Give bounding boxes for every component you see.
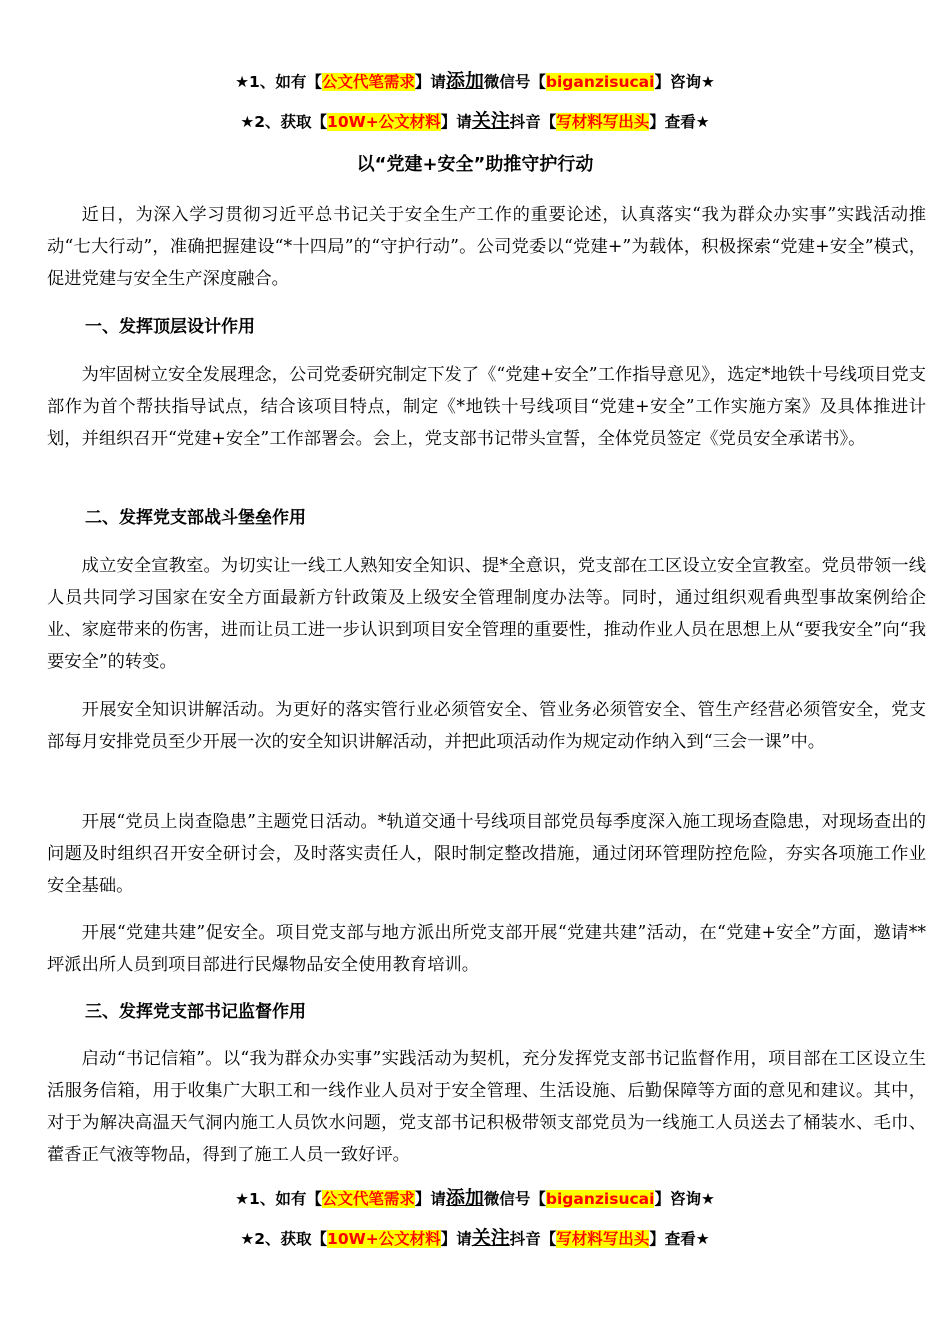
promo-line-2-top: [0, 110, 950, 133]
promo-text: ★1、如有【: [235, 73, 322, 91]
promo-text: ★1、如有【: [235, 1190, 322, 1208]
promo-text: 抖音【: [509, 1230, 557, 1248]
article-title: 以“党建+安全”助推守护行动: [356, 154, 594, 175]
promo-highlight: biganzisucai: [545, 73, 655, 91]
section-3-paragraph: 启动“书记信箱”。以“我为群众办实事”实践活动为契机，充分发挥党支部书记监督作用，项目部在工区设立生活服务信箱，用于收集广大职工和一线作业人员对于安全管理、生活设施、后勤保障等方面的意见和建议。其中，对于为解决高温天气洞内施工人员饮水问题，党支部书记积极带领支部党员为一线施工人员送去了桶装水、毛巾、藿香正气液等物品，得到了施工人员一致好评。: [47, 1049, 926, 1165]
promo-highlight: 公文代笔需求: [321, 73, 415, 91]
section-2-paragraph-1: 成立安全宣教室。为切实让一线工人熟知安全知识、提*全意识，党支部在工区设立安全宣教室。党员带领一线人员共同学习国家在安全方面最新方针政策及上级安全管理制度办法等。同时，通过组织观看典型事故案例给企业、家庭带来的伤害，进而让员工进一步认识到项目安全管理的重要性，推动作业人员在思想上从“要我安全”向“我要安全”的转变。: [47, 556, 926, 672]
section-heading-3: 三、发挥党支部书记监督作用: [85, 1002, 306, 1022]
promo-highlight: 10W+公文材料: [327, 113, 441, 131]
promo-text: 】请: [414, 73, 446, 91]
promo-line-2-bottom: [0, 1227, 950, 1250]
promo-emphasis: 添加: [445, 70, 484, 92]
promo-emphasis: 添加: [445, 1187, 484, 1209]
promo-emphasis: 关注: [471, 1227, 510, 1249]
intro-paragraph: 近日，为深入学习贯彻习近平总书记关于安全生产工作的重要论述，认真落实“我为群众办实事”实践活动推动“七大行动”，准确把握建设“*十四局”的“守护行动”。公司党委以“党建+”为载体，积极探索“党建+安全”模式，促进党建与安全生产深度融合。: [47, 205, 926, 289]
section-heading-1: 一、发挥顶层设计作用: [85, 317, 255, 337]
promo-text: 】咨询★: [654, 73, 715, 91]
section-heading-2: 二、发挥党支部战斗堡垒作用: [85, 508, 306, 528]
section-2-paragraph-4: 开展“党建共建”促安全。项目党支部与地方派出所党支部开展“党建共建”活动，在“党建+安全”方面，邀请**坪派出所人员到项目部进行民爆物品安全使用教育培训。: [47, 923, 926, 975]
promo-text: 】查看★: [649, 1230, 710, 1248]
promo-highlight: 公文代笔需求: [321, 1190, 415, 1208]
promo-emphasis: 关注: [471, 110, 510, 132]
promo-text: 】请: [414, 1190, 446, 1208]
section-1-paragraph: 为牢固树立安全发展理念，公司党委研究制定下发了《“党建+安全”工作指导意见》，选定*地铁十号线项目党支部作为首个帮扶指导试点，结合该项目特点，制定《*地铁十号线项目“党建+安全”工作实施方案》及具体推进计划，并组织召开“党建+安全”工作部署会。会上，党支部书记带头宣誓，全体党员签定《党员安全承诺书》。: [47, 365, 926, 449]
promo-highlight: 写材料写出头: [556, 113, 650, 131]
promo-highlight: 写材料写出头: [556, 1230, 650, 1248]
promo-line-1-top: [0, 70, 950, 93]
promo-text: 】查看★: [649, 113, 710, 131]
promo-text: 】请: [440, 113, 472, 131]
promo-text: 抖音【: [509, 113, 557, 131]
promo-line-1-bottom: [0, 1187, 950, 1210]
promo-text: 微信号【: [483, 73, 546, 91]
promo-text: 】咨询★: [654, 1190, 715, 1208]
promo-highlight: biganzisucai: [545, 1190, 655, 1208]
promo-highlight: 10W+公文材料: [327, 1230, 441, 1248]
section-2-paragraph-3: 开展“党员上岗查隐患”主题党日活动。*轨道交通十号线项目部党员每季度深入施工现场查隐患，对现场查出的问题及时组织召开安全研讨会，及时落实责任人，限时制定整改措施，通过闭环管理防控危险，夯实各项施工作业安全基础。: [47, 812, 926, 896]
section-2-paragraph-2: 开展安全知识讲解活动。为更好的落实管行业必须管安全、管业务必须管安全、管生产经营必须管安全，党支部每月安排党员至少开展一次的安全知识讲解活动，并把此项活动作为规定动作纳入到“三会一课”中。: [47, 700, 926, 752]
promo-text: 微信号【: [483, 1190, 546, 1208]
promo-text: ★2、获取【: [240, 1230, 328, 1248]
promo-text: ★2、获取【: [240, 113, 328, 131]
promo-text: 】请: [440, 1230, 472, 1248]
